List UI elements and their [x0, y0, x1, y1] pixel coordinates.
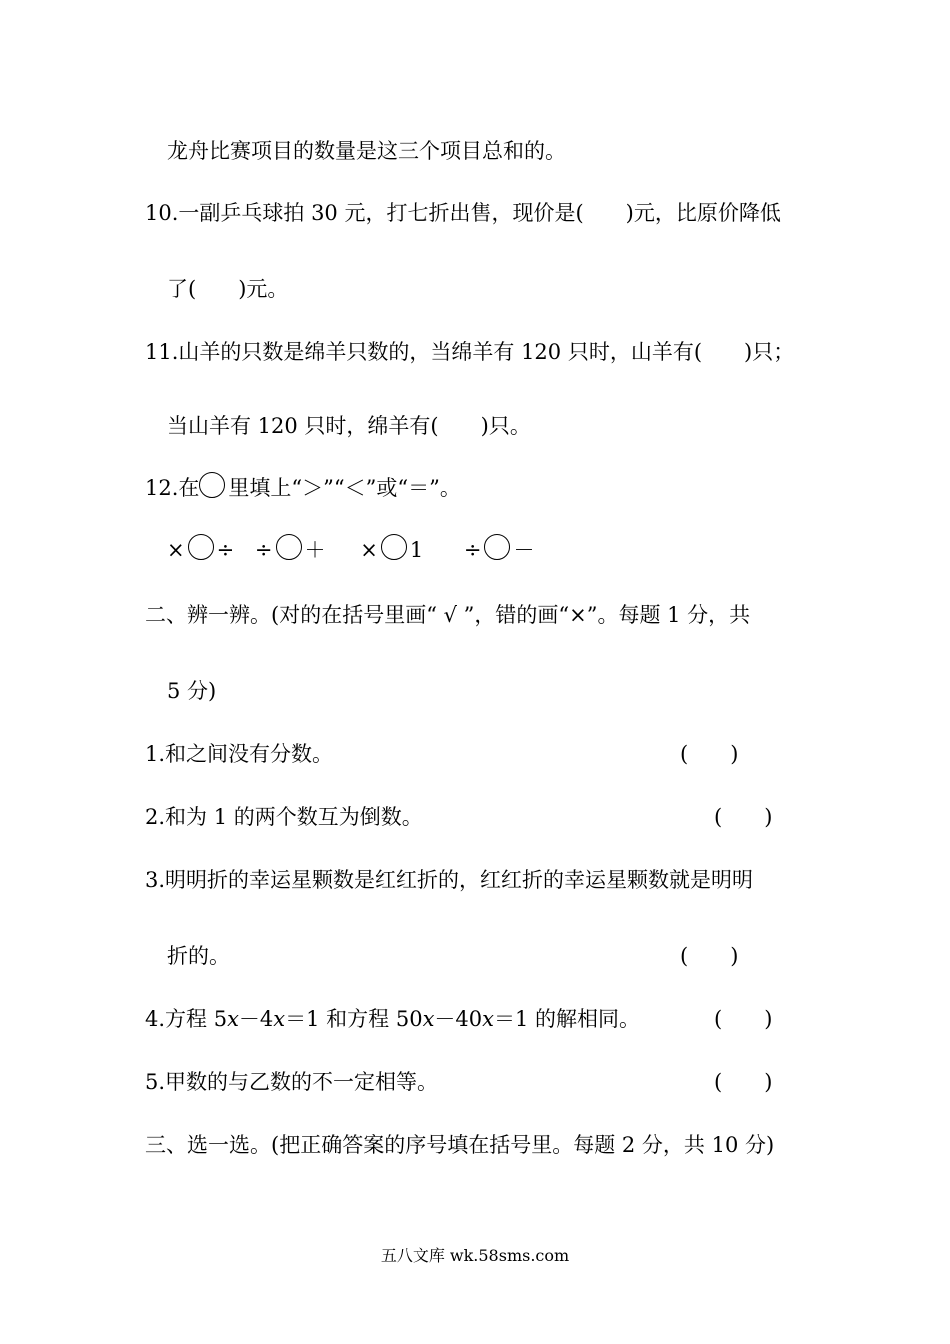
- compare-circle-3[interactable]: [381, 534, 407, 560]
- question-11: 11.山羊的只数是绵羊只数的，当绵羊有 120 只时，山羊有( )只；: [145, 340, 795, 364]
- variable-x: x: [482, 1007, 494, 1031]
- judge-2: 2.和为 1 的两个数互为倒数。: [145, 805, 423, 829]
- question-10-cont: 了( )元。: [167, 277, 289, 301]
- judge-4-part: 4.方程 5: [145, 1007, 228, 1031]
- judge-4-part: ＝1 和方程 50: [285, 1007, 423, 1031]
- circle-icon: [199, 472, 225, 498]
- expr-2-op: ÷: [254, 538, 273, 562]
- section-2-title: 二、辨一辨。(对的在括号里画“ √ ”，错的画“×”。每题 1 分，共: [145, 603, 751, 627]
- expr-1-after: ÷: [216, 538, 235, 562]
- judge-1: 1.和之间没有分数。: [145, 742, 334, 766]
- section-2-title-cont: 5 分): [167, 679, 217, 703]
- expr-1-op: ×: [167, 538, 185, 562]
- compare-circle-1[interactable]: [188, 534, 214, 560]
- answer-paren-5[interactable]: ( ): [714, 1070, 773, 1094]
- question-11-cont: 当山羊有 120 只时，绵羊有( )只。: [167, 414, 531, 438]
- answer-paren-2[interactable]: ( ): [714, 805, 773, 829]
- expr-3-after: 1: [409, 538, 424, 562]
- question-12-suffix: 里填上“＞”“＜”或“＝”。: [228, 476, 461, 500]
- question-10: 10.一副乒乓球拍 30 元，打七折出售，现价是( )元，比原价降低: [145, 201, 781, 225]
- text-line-dragon-boat: 龙舟比赛项目的数量是这三个项目总和的。: [167, 139, 566, 163]
- judge-3: 3.明明折的幸运星颗数是红红折的，红红折的幸运星颗数就是明明: [145, 868, 754, 892]
- expr-4-op: ÷: [463, 538, 482, 562]
- judge-5: 5.甲数的与乙数的不一定相等。: [145, 1070, 439, 1094]
- variable-x: x: [273, 1007, 286, 1031]
- expr-2-after: ＋: [304, 538, 326, 562]
- section-3-title: 三、选一选。(把正确答案的序号填在括号里。每题 2 分，共 10 分): [145, 1133, 775, 1157]
- judge-4-part: ＝1 的解相同。: [494, 1007, 641, 1031]
- answer-paren-4[interactable]: ( ): [714, 1007, 773, 1031]
- judge-4: [145, 1005, 640, 1033]
- variable-x: x: [422, 1007, 435, 1031]
- judge-4-part: －4: [238, 1007, 274, 1031]
- variable-x: x: [227, 1007, 239, 1031]
- compare-circle-4[interactable]: [484, 534, 510, 560]
- compare-circle-2[interactable]: [276, 534, 302, 560]
- answer-paren-3[interactable]: ( ): [680, 944, 739, 968]
- answer-paren-1[interactable]: ( ): [680, 742, 739, 766]
- footer-watermark: 五八文库 wk.58sms.com: [380, 1246, 570, 1265]
- comparison-row: [167, 534, 534, 564]
- question-12: [145, 472, 461, 502]
- judge-4-part: －40: [434, 1007, 483, 1031]
- expr-4-after: －: [513, 538, 535, 562]
- expr-3-op: ×: [360, 538, 378, 562]
- judge-3-cont: 折的。: [167, 944, 230, 968]
- question-12-prefix: 12.在: [145, 476, 200, 500]
